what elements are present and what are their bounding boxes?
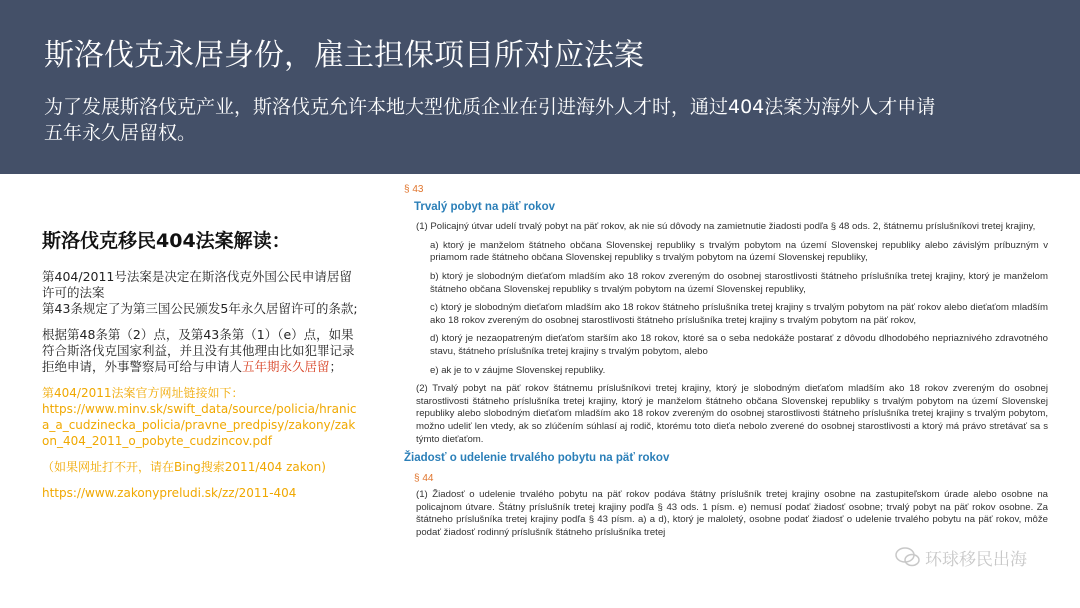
left-column bbox=[42, 226, 362, 501]
clause-43-1: (1) Policajný útvar udelí trvalý pobyt na päť rokov, ak nie sú dôvody na zamietnutie žiadosti podľa § 48 ods. 2, štátnemu príslušníkovi tretej krajiny, bbox=[416, 221, 1036, 233]
paragraph-3-text: 根据第48条第（2）点，及第43条第（1）（e）点，如果符合斯洛伐克国家利益，并且没有其他理由比如犯罪记录拒绝申请，外事警察局可给与申请人 bbox=[42, 327, 355, 374]
header-banner bbox=[0, 0, 1080, 174]
paragraph-3 bbox=[42, 327, 362, 375]
clause-43-1-b: b) ktorý je slobodným dieťaťom mladším ako 18 rokov zvereným do osobnej starostlivosti štátneho príslušníka tretej krajiny, ktorý je manželom štátneho občana Slovenskej republiky s trvalým pobytom na území Slovenskej republiky, bbox=[430, 270, 1048, 295]
heading-permanent-stay: Trvalý pobyt na päť rokov bbox=[414, 200, 555, 213]
law-document-excerpt bbox=[404, 184, 1048, 545]
page-title: 斯洛伐克永居身份，雇主担保项目所对应法案 bbox=[44, 38, 644, 73]
heading-application: Žiadosť o udelenie trvalého pobytu na päť rokov bbox=[404, 452, 670, 465]
link-label: 第404/2011法案官方网址链接如下： bbox=[42, 386, 244, 400]
paragraph-3-end: ； bbox=[329, 359, 343, 374]
clause-43-1-a: a) ktorý je manželom štátneho občana Slovenskej republiky s trvalým pobytom na území Slovenskej republiky alebo závislým príbuzným v priamom rade štátneho občana Slovenskej republiky s trvalým pobytom na území Slovenskej republiky, bbox=[430, 239, 1048, 264]
clause-43-1-e: e) ak je to v záujme Slovenskej republiky. bbox=[430, 364, 606, 376]
page-subtitle: 为了发展斯洛伐克产业，斯洛伐克允许本地大型优质企业在引进海外人才时，通过404法案为海外人才申请五年永久居留权。 bbox=[44, 96, 936, 144]
clause-44-1: (1) Žiadosť o udelenie trvalého pobytu na päť rokov podáva štátny príslušník tretej krajiny osobne na zastupiteľskom úrade alebo osobne na policajnom útvare. Štátny príslušník tretej krajiny podľa § 43 ods. 1 písm. e) nemusí podať žiadosť osobne; trvalý pobyt na päť rokov osobne. Za štátneho príslušníka tretej krajiny podľa § 43 písm. a) a d), ktorý je maloletý, osobne podať žiadosť o udelenie trvalého pobytu na päť rokov, môže podať žiadosť rodinný príslušník štátneho príslušníka tretej bbox=[416, 489, 1048, 539]
watermark-text: 环球移民出海 bbox=[925, 549, 1027, 570]
highlight-permanent-residence: 五年期永久居留 bbox=[242, 359, 330, 374]
clause-43-1-c: c) ktorý je slobodným dieťaťom mladším ako 18 rokov štátneho príslušníka tretej krajiny s trvalým pobytom na päť rokov alebo dieťaťom mladším ako 18 rokov zvereným do osobnej starostlivosti štátneho príslušníka tretej krajiny s trvalým pobytom na päť rokov, bbox=[430, 302, 1048, 326]
clause-43-1-d: d) ktorý je nezaopatreným dieťaťom starším ako 18 rokov, ktoré sa o seba nedokáže postarať z dôvodu dlhodobého nepriaznivého zdravotného stavu, štátneho príslušníka tretej krajiny s trvalým pobytom, alebo bbox=[430, 333, 1048, 357]
paragraph-1: 第404/2011号法案是决定在斯洛伐克外国公民申请居留许可的法案 bbox=[42, 269, 352, 300]
section-44-label: § 44 bbox=[414, 472, 434, 484]
section-43-label: § 43 bbox=[404, 184, 424, 195]
watermark bbox=[895, 542, 1045, 572]
official-link[interactable]: https://www.minv.sk/swift_data/source/policia/hranica_a_cudzinecka_policia/pravne_predpisy/zakony/zakon_404_2011_o_pobyte_cudzincov.pdf bbox=[42, 402, 357, 448]
clause-43-2: (2) Trvalý pobyt na päť rokov štátnemu príslušníkovi tretej krajiny, ktorý je slobodným dieťaťom mladším ako 18 rokov zvereným do osobnej starostlivosti štátneho príslušníka tretej krajiny, ktorý je manželom štátneho občana Slovenskej republiky s trvalým pobytom na území Slovenskej republiky alebo slobodným dieťaťom mladším ako 18 rokov zvereným do osobnej starostlivosti štátneho príslušníka tretej krajiny s trvalým pobytom, možno udeliť len vtedy, ak so zlúčením súhlasí aj rodič, ktorému toto dieťa nebolo zverené do osobnej starostlivosti a ktorý má právo stretávať sa s týmto dieťaťom. bbox=[416, 383, 1048, 445]
alt-link[interactable]: https://www.zakonypreludi.sk/zz/2011-404 bbox=[42, 486, 297, 500]
section-title: 斯洛伐克移民404法案解读： bbox=[42, 230, 291, 252]
paragraph-2: 第43条规定了为第三国公民颁发5年永久居留许可的条款; bbox=[42, 301, 358, 316]
wechat-icon bbox=[895, 546, 921, 568]
search-note: （如果网址打不开，请在Bing搜索2011/404 zakon) bbox=[42, 460, 326, 474]
